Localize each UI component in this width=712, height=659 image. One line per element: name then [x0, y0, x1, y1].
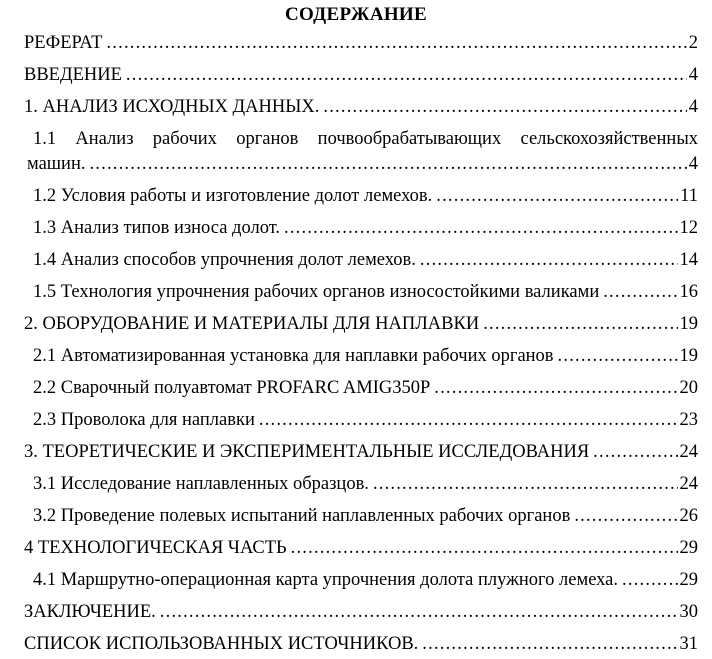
toc-entry-line — [0, 600, 712, 625]
toc-entry-text: 1.4 Анализ способов упрочнения долот лемехов. — [33, 250, 416, 270]
dot-leader — [436, 184, 678, 209]
dot-leader — [323, 95, 686, 120]
toc-page-number: 26 — [679, 506, 698, 526]
dot-leader — [574, 504, 677, 529]
toc-entry-text: 1.5 Технология упрочнения рабочих органов износостойкими валиками — [33, 282, 600, 302]
toc-entry[interactable] — [0, 376, 712, 401]
toc-entry[interactable] — [0, 504, 712, 529]
dot-leader — [483, 312, 677, 337]
toc-page-number: 4 — [688, 97, 698, 117]
toc-page-number: 12 — [679, 218, 698, 238]
toc-entry[interactable] — [0, 472, 712, 497]
toc-entry-line — [0, 632, 712, 657]
toc-page-number: 31 — [679, 634, 698, 654]
toc-entry-line — [0, 408, 712, 433]
dot-leader — [373, 472, 678, 497]
toc-entry-line — [0, 568, 712, 593]
toc-entry-text: машин. — [27, 154, 86, 174]
dot-leader — [126, 63, 687, 88]
toc-entry-line — [0, 344, 712, 369]
toc-entry-line — [0, 504, 712, 529]
dot-leader — [434, 376, 677, 401]
toc-page-number: 19 — [679, 346, 698, 366]
toc-entry-line — [0, 536, 712, 561]
toc-entry-text: 1.1 Анализ рабочих органов почвообрабатывающих сельскохозяйственных — [33, 129, 698, 149]
toc-entry[interactable] — [0, 408, 712, 433]
toc-entry-text: 3.1 Исследование наплавленных образцов. — [33, 474, 369, 494]
toc-page-number: 4 — [688, 65, 698, 85]
toc-entry-text: 2.3 Проволока для наплавки — [33, 410, 255, 430]
dot-leader — [420, 248, 678, 273]
toc-entry[interactable] — [0, 216, 712, 241]
toc-entry[interactable] — [0, 440, 712, 465]
toc-entry-text: 3. ТЕОРЕТИЧЕСКИЕ И ЭКСПЕРИМЕНТАЛЬНЫЕ ИССЛЕДОВАНИЯ — [24, 442, 590, 462]
toc-page-number: 11 — [680, 186, 698, 206]
toc-entry-line — [0, 95, 712, 120]
toc-entry-text: 4.1 Маршрутно-операционная карта упрочнения долота плужного лемеха. — [33, 570, 619, 590]
toc-list — [0, 31, 712, 657]
toc-entry[interactable] — [0, 63, 712, 88]
dot-leader — [259, 408, 678, 433]
toc-entry-line — [0, 312, 712, 337]
toc-page-number: 20 — [679, 378, 698, 398]
toc-entry-text: 1. АНАЛИЗ ИСХОДНЫХ ДАННЫХ. — [24, 97, 320, 117]
toc-entry[interactable] — [0, 632, 712, 657]
toc-entry-text: ВВЕДЕНИЕ — [24, 65, 122, 85]
toc-entry-text: РЕФЕРАТ — [24, 33, 103, 53]
toc-entry-text: 4 ТЕХНОЛОГИЧЕСКАЯ ЧАСТЬ — [24, 538, 287, 558]
toc-page-number: 30 — [679, 602, 698, 622]
toc-entry-line — [0, 63, 712, 88]
dot-leader — [422, 632, 677, 657]
toc-entry[interactable] — [0, 600, 712, 625]
toc-entry-text: 1.2 Условия работы и изготовление долот лемехов. — [33, 186, 433, 206]
dot-leader — [89, 152, 686, 177]
toc-entry-text: 2.2 Сварочный полуавтомат PROFARC AMIG350P — [33, 378, 431, 398]
toc-page-number: 14 — [679, 250, 698, 270]
toc-page-number: 2 — [688, 33, 698, 53]
toc-page-number: 29 — [679, 570, 698, 590]
toc-entry[interactable] — [0, 95, 712, 120]
dot-leader — [160, 600, 678, 625]
toc-entry-text: ЗАКЛЮЧЕНИЕ. — [24, 602, 156, 622]
toc-page-number: 23 — [679, 410, 698, 430]
toc-page-number: 19 — [679, 314, 698, 334]
toc-page-number: 24 — [679, 442, 698, 462]
toc-entry[interactable] — [0, 31, 712, 56]
toc-entry-text: 3.2 Проведение полевых испытаний наплавленных рабочих органов — [33, 506, 571, 526]
toc-entry[interactable] — [0, 568, 712, 593]
toc-entry-text: 1.3 Анализ типов износа долот. — [33, 218, 281, 238]
dot-leader — [284, 216, 677, 241]
dot-leader — [622, 568, 677, 593]
toc-entry-line — [0, 31, 712, 56]
dot-leader — [603, 280, 677, 305]
dot-leader — [106, 31, 686, 56]
toc-page-number: 29 — [679, 538, 698, 558]
toc-entry-line — [0, 152, 712, 177]
toc-entry[interactable] — [0, 127, 712, 177]
toc-entry[interactable] — [0, 344, 712, 369]
toc-entry[interactable] — [0, 312, 712, 337]
toc-entry-line — [0, 440, 712, 465]
toc-entry-line — [0, 248, 712, 273]
toc-page-number: 24 — [679, 474, 698, 494]
toc-entry-line — [0, 280, 712, 305]
toc-entry-text: 2.1 Автоматизированная установка для наплавки рабочих органов — [33, 346, 554, 366]
toc-entry-line — [0, 376, 712, 401]
toc-entry[interactable] — [0, 280, 712, 305]
toc-page-number: 4 — [688, 154, 698, 174]
toc-page-number: 16 — [679, 282, 698, 302]
toc-entry-line — [0, 472, 712, 497]
toc-entry-line — [0, 184, 712, 209]
dot-leader — [593, 440, 677, 465]
dot-leader — [558, 344, 678, 369]
toc-entry-line — [0, 216, 712, 241]
toc-entry-text: 2. ОБОРУДОВАНИЕ И МАТЕРИАЛЫ ДЛЯ НАПЛАВКИ — [24, 314, 480, 334]
page-title: СОДЕРЖАНИЕ — [285, 4, 427, 25]
toc-entry[interactable] — [0, 184, 712, 209]
dot-leader — [291, 536, 678, 561]
toc-entry-line — [0, 127, 712, 152]
toc-entry[interactable] — [0, 536, 712, 561]
toc-entry[interactable] — [0, 248, 712, 273]
toc-entry-text: СПИСОК ИСПОЛЬЗОВАННЫХ ИСТОЧНИКОВ. — [24, 634, 419, 654]
